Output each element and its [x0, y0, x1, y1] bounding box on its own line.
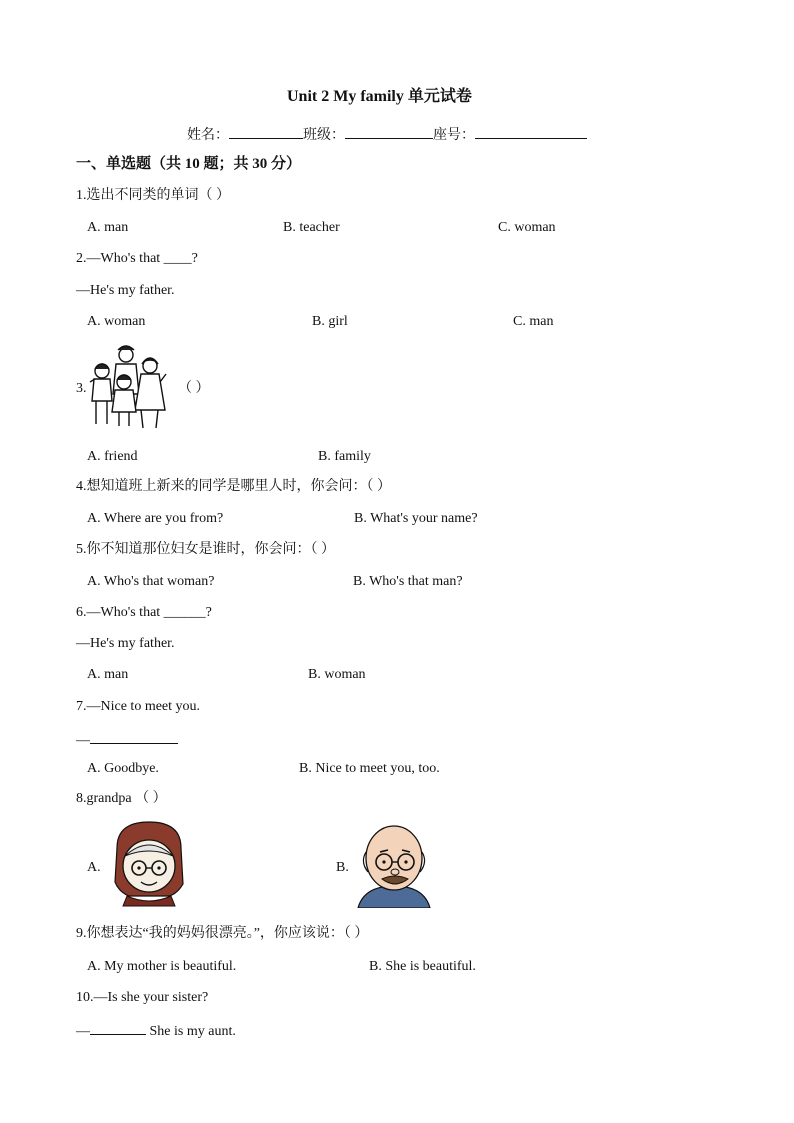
seat-label: 座号： [433, 128, 475, 143]
class-label: 班级： [303, 128, 345, 143]
q1-option-c[interactable]: C. woman [498, 220, 556, 235]
student-info-line [187, 124, 587, 145]
question-2-answer-line: —He's my father. [76, 283, 175, 298]
question-7-answer-line [76, 729, 178, 750]
q4-option-a[interactable]: A. Where are you from? [87, 511, 224, 526]
q2-option-c[interactable]: C. man [513, 314, 554, 329]
q3-option-a[interactable]: A. friend [87, 449, 138, 464]
question-8-stem: 8.grandpa （ ） [76, 791, 167, 806]
name-label: 姓名： [187, 128, 229, 143]
q9-option-a[interactable]: A. My mother is beautiful. [87, 959, 237, 974]
q7-option-b[interactable]: B. Nice to meet you, too. [299, 761, 440, 776]
q9-option-b[interactable]: B. She is beautiful. [369, 959, 476, 974]
seat-blank[interactable] [475, 124, 587, 139]
page-title: Unit 2 My family 单元试卷 [287, 88, 472, 105]
q7-option-a[interactable]: A. Goodbye. [87, 761, 159, 776]
answer-dash: — [76, 1024, 90, 1039]
q7-answer-blank[interactable] [90, 729, 178, 744]
q8-option-b[interactable]: B. [336, 860, 349, 875]
q10-answer-blank[interactable] [90, 1020, 146, 1035]
q2-option-a[interactable]: A. woman [87, 314, 146, 329]
grandma-image [103, 818, 193, 908]
q8-option-a[interactable]: A. [87, 860, 101, 875]
q1-option-a[interactable]: A. man [87, 220, 129, 235]
question-3-bracket: （ ） [178, 381, 210, 396]
grandpa-image [350, 816, 436, 908]
question-2-stem: 2.—Who's that ____? [76, 251, 198, 266]
question-4-stem: 4.想知道班上新来的同学是哪里人时，你会问：（ ） [76, 479, 391, 494]
family-group-image [88, 344, 172, 430]
question-10-stem: 10.—Is she your sister? [76, 990, 209, 1005]
q4-option-b[interactable]: B. What's your name? [354, 511, 478, 526]
q6-option-a[interactable]: A. man [87, 667, 129, 682]
question-7-stem: 7.—Nice to meet you. [76, 699, 201, 714]
q6-option-b[interactable]: B. woman [308, 667, 366, 682]
class-blank[interactable] [345, 124, 433, 139]
question-9-stem: 9.你想表达“我的妈妈很漂亮。”，你应该说：（ ） [76, 926, 369, 941]
name-blank[interactable] [229, 124, 303, 139]
question-3-number: 3. [76, 381, 87, 396]
q2-option-b[interactable]: B. girl [312, 314, 348, 329]
question-10-answer-line [76, 1020, 236, 1041]
q5-option-b[interactable]: B. Who's that man? [353, 574, 463, 589]
q3-option-b[interactable]: B. family [318, 449, 371, 464]
q5-option-a[interactable]: A. Who's that woman? [87, 574, 215, 589]
question-6-stem: 6.—Who's that ______? [76, 605, 212, 620]
question-5-stem: 5.你不知道那位妇女是谁时，你会问：（ ） [76, 542, 335, 557]
question-1-stem: 1.选出不同类的单词（ ） [76, 188, 230, 203]
section-heading: 一、单选题（共 10 题；共 30 分） [76, 156, 302, 172]
answer-dash: — [76, 733, 90, 748]
q1-option-b[interactable]: B. teacher [283, 220, 340, 235]
q10-answer-text: She is my aunt. [146, 1024, 236, 1039]
question-6-answer-line: —He's my father. [76, 636, 175, 651]
